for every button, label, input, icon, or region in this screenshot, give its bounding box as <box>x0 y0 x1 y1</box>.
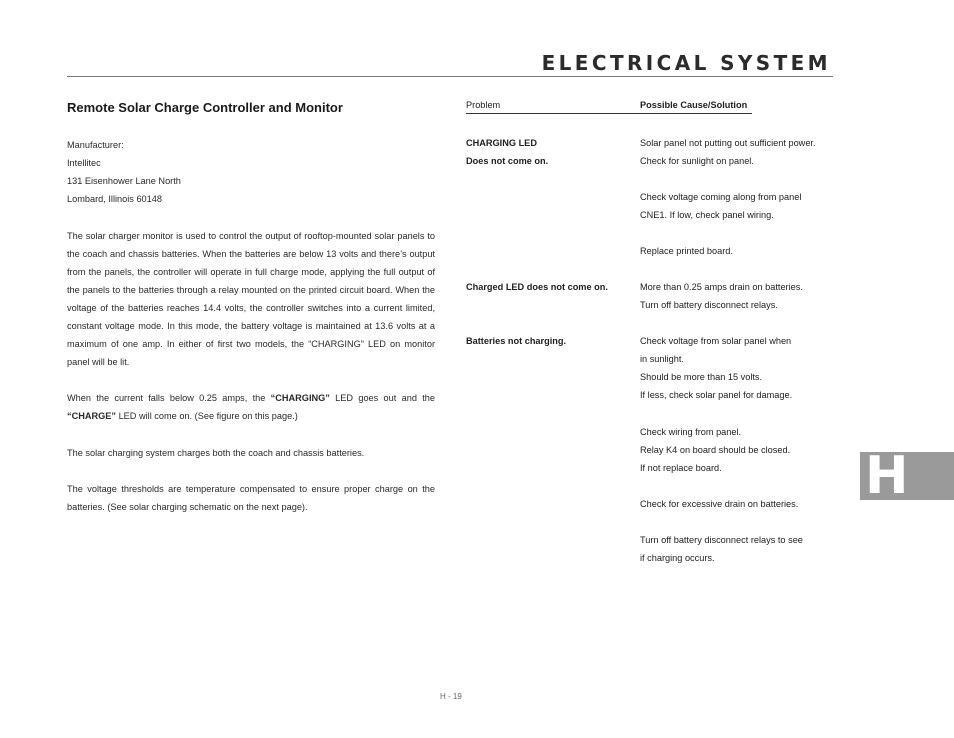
problem-line: Charged LED does not come on. <box>466 282 608 292</box>
text-run: LED goes out and the <box>329 393 435 403</box>
solution-line: Solar panel not putting out sufficient power. <box>640 138 816 148</box>
charging-label: “CHARGING” <box>270 393 330 403</box>
problem-line: Does not come on. <box>466 156 549 166</box>
solution-line: Check for excessive drain on batteries. <box>640 499 799 509</box>
paragraph-text: The solar charging system charges both the coach and chassis batteries. <box>67 448 365 458</box>
text-run: LED will come on. (See figure on this page.) <box>116 411 298 421</box>
solution-line: Relay K4 on board should be closed. <box>640 445 791 455</box>
solution-line: Turn off battery disconnect relays to see <box>640 535 803 545</box>
body-paragraph-2 <box>67 389 435 425</box>
paragraph-text <box>67 389 435 425</box>
manufacturer-name: Intellitec <box>67 158 101 168</box>
column-header-cause: Possible Cause/Solution <box>640 100 748 110</box>
table-header-rule <box>466 113 752 114</box>
solution-item <box>640 495 798 513</box>
solution-line: in sunlight. <box>640 354 684 364</box>
manufacturer-label: Manufacturer: <box>67 140 124 150</box>
solution-item <box>640 134 816 170</box>
solution-item <box>640 242 733 260</box>
page-title: ELECTRICAL SYSTEM <box>541 51 831 75</box>
problem-batteries-not-charging <box>466 332 566 350</box>
solution-item <box>640 423 790 477</box>
solution-item <box>640 188 801 224</box>
solution-line: Should be more than 15 volts. <box>640 372 763 382</box>
problem-line: CHARGING LED <box>466 138 537 148</box>
solution-item <box>640 278 803 314</box>
body-paragraph-3 <box>67 444 435 462</box>
title-divider <box>67 76 833 77</box>
body-paragraph-1 <box>67 227 435 371</box>
solution-line: Check wiring from panel. <box>640 427 742 437</box>
section-tab <box>860 446 954 506</box>
page-number: H - 19 <box>440 692 462 701</box>
section-heading: Remote Solar Charge Controller and Monitor <box>67 100 343 115</box>
solution-line: Replace printed board. <box>640 246 733 256</box>
body-paragraph-4 <box>67 480 435 516</box>
solution-line: If less, check solar panel for damage. <box>640 390 793 400</box>
solution-line: More than 0.25 amps drain on batteries. <box>640 282 803 292</box>
problem-line: Batteries not charging. <box>466 336 567 346</box>
manufacturer-street: 131 Eisenhower Lane North <box>67 176 181 186</box>
solution-line: Turn off battery disconnect relays. <box>640 300 778 310</box>
problem-charging-led <box>466 134 548 170</box>
paragraph-text: The voltage thresholds are temperature compensated to ensure proper charge on the batteries. (See solar charging schematic on the next page). <box>67 484 435 512</box>
solution-item <box>640 332 792 404</box>
solution-line: Check voltage coming along from panel <box>640 192 802 202</box>
text-run: When the current falls below 0.25 amps, the <box>67 393 271 403</box>
column-header-problem: Problem <box>466 100 501 110</box>
manufacturer-block <box>67 136 435 208</box>
paragraph-text: The solar charger monitor is used to control the output of rooftop-mounted solar panels to the coach and chassis batteries. When the batteries are below 13 volts and there’s output from the panels, the controller will operate in full charge mode, applying the full output of the panels to the batteries through a relay mounted on the printed circuit board. When the voltage of the batteries reaches 14.4 volts, the controller switches into a current limited, constant voltage mode. In this mode, the battery voltage is maintained at 13.6 volts at a maximum of one amp. In either of first two models, the “CHARGING” LED on monitor panel will be lit. <box>67 231 435 367</box>
manufacturer-city: Lombard, Illinois 60148 <box>67 194 162 204</box>
solution-line: Check for sunlight on panel. <box>640 156 754 166</box>
solution-line: Check voltage from solar panel when <box>640 336 792 346</box>
problem-charged-led <box>466 278 608 296</box>
solution-line: if charging occurs. <box>640 553 715 563</box>
section-tab-letter: H <box>865 446 909 506</box>
solution-item <box>640 531 803 567</box>
solution-line: CNE1. If low, check panel wiring. <box>640 210 774 220</box>
solution-line: If not replace board. <box>640 463 722 473</box>
charge-label: “CHARGE” <box>67 411 117 421</box>
